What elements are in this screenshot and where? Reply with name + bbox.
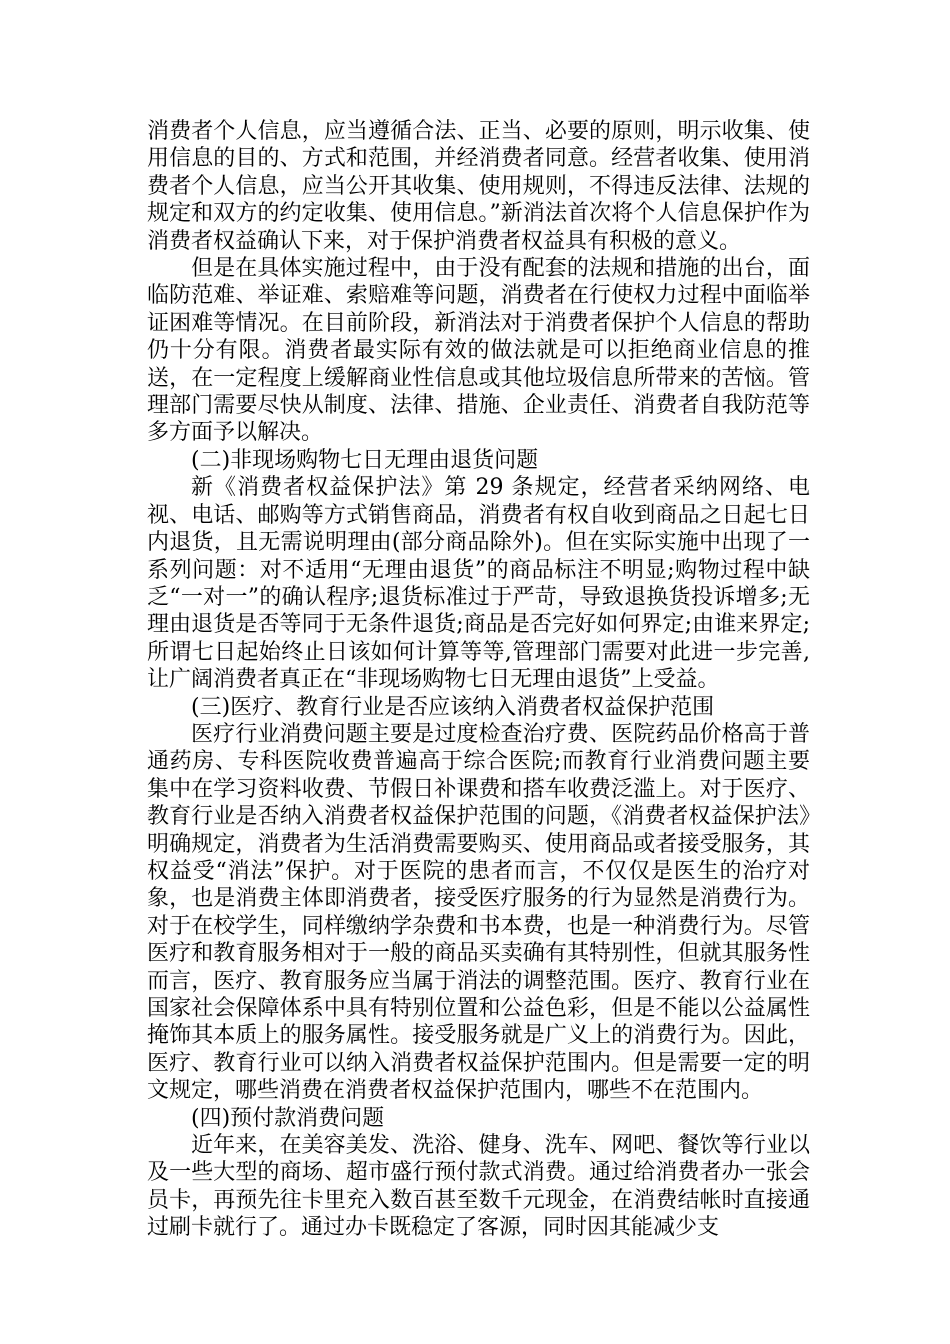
body-paragraph-2: 但是在具体实施过程中，由于没有配套的法规和措施的出台，面临防范难、举证难、索赔难等问题，消费者在行使权力过程中面临举证困难等情况。在目前阶段，新消法对于消费者保护个人信息的帮助仍十分有限。消费者最实际有效的做法就是可以拒绝商业信息的推送，在一定程度上缓解商业性信息或其他垃圾信息所带来的苦恼。管理部门需要尽快从制度、法律、措施、企业责任、消费者自我防范等多方面予以解决。 — [147, 256, 810, 446]
section-heading-2: (二)非现场购物七日无理由退货问题 — [191, 447, 539, 473]
body-paragraph-4: 医疗行业消费问题主要是过度检查治疗费、医院药品价格高于普通药房、专科医院收费普遍高于综合医院;而教育行业消费问题主要集中在学习资料收费、节假日补课费和搭车收费泛滥上。对于医疗、教育行业是否纳入消费者权益保护范围的问题，《消费者权益保护法》明确规定，消费者为生活消费需要购买、使用商品或者接受服务，其权益受“消法”保护。对于医院的患者而言，不仅仅是医生的治疗对象，也是消费主体即消费者，接受医疗服务的行为显然是消费行为。对于在校学生，同样缴纳学杂费和书本费，也是一种消费行为。尽管医疗和教育服务相对于一般的商品买卖确有其特别性，但就其服务性而言，医疗、教育服务应当属于消法的调整范围。医疗、教育行业在国家社会保障体系中具有特别位置和公益色彩，但是不能以公益属性掩饰其本质上的服务属性。接受服务就是广义上的消费行为。因此，医疗、教育行业可以纳入消费者权益保护范围内。但是需要一定的明文规定，哪些消费在消费者权益保护范围内，哪些不在范围内。 — [147, 721, 810, 1104]
section-heading-4: (四)预付款消费问题 — [191, 1105, 385, 1131]
body-paragraph-3: 新《消费者权益保护法》第 29 条规定，经营者采纳网络、电视、电话、邮购等方式销售商品，消费者有权自收到商品之日起七日内退货，且无需说明理由(部分商品除外)。但在实际实施中出现了一系列问题：对不适用“无理由退货”的商品标注不明显;购物过程中缺乏“一对一”的确认程序;退货标准过于严苛，导致退换货投诉增多;无理由退货是否等同于无条件退货;商品是否完好如何界定;由谁来界定;所谓七日起始终止日该如何计算等等,管理部门需要对此进一步完善,让广阔消费者真正在“非现场购物七日无理由退货”上受益。 — [147, 475, 810, 693]
section-heading-3: (三)医疗、教育行业是否应该纳入消费者权益保护范围 — [191, 694, 715, 720]
body-paragraph-1: 消费者个人信息，应当遵循合法、正当、必要的原则，明示收集、使用信息的目的、方式和范围，并经消费者同意。经营者收集、使用消费者个人信息，应当公开其收集、使用规则，不得违反法律、法规的规定和双方的约定收集、使用信息。”新消法首次将个人信息保护作为消费者权益确认下来，对于保护消费者权益具有积极的意义。 — [147, 119, 810, 254]
body-paragraph-5: 近年来，在美容美发、洗浴、健身、洗车、网吧、餐饮等行业以及一些大型的商场、超市盛行预付款式消费。通过给消费者办一张会员卡，再预先往卡里充入数百甚至数千元现金，在消费结帐时直接通过刷卡就行了。通过办卡既稳定了客源，同时因其能减少支 — [147, 1133, 810, 1241]
document-page — [147, 118, 810, 1242]
